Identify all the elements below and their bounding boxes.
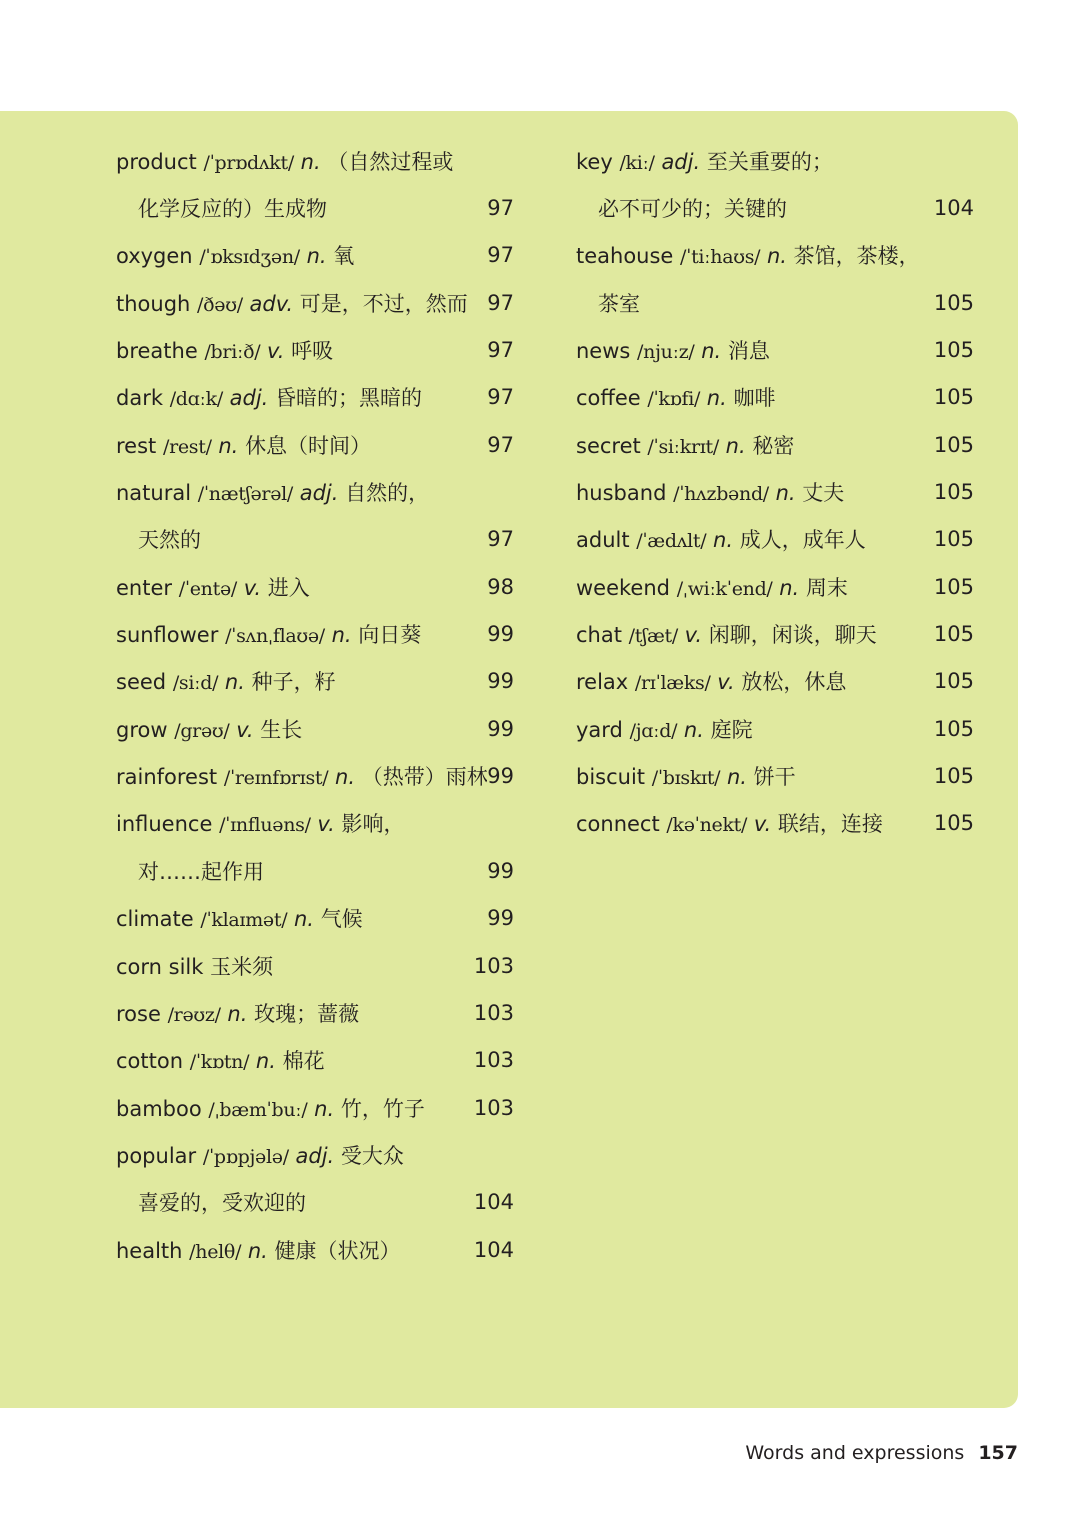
entry-pos: n. (683, 717, 704, 742)
vocab-entry (116, 752, 514, 799)
vocab-entry (116, 326, 514, 373)
vocab-entry (116, 658, 514, 705)
entry-pos: v. (753, 812, 772, 837)
vocab-entry (116, 1037, 514, 1084)
entry-page: 105 (933, 480, 974, 505)
entry-pos: adj. (661, 149, 701, 174)
vocab-entry (576, 421, 974, 468)
entry-word: secret (576, 433, 641, 458)
entry-text (116, 951, 273, 981)
vocab-entry (116, 279, 514, 326)
entry-page: 97 (487, 527, 514, 552)
entry-pos: adj. (229, 386, 269, 411)
entry-page: 97 (487, 196, 514, 221)
entry-def: 玉米须 (210, 954, 274, 979)
entry-page: 104 (933, 196, 974, 221)
entry-text (576, 477, 844, 507)
entry-page: 105 (933, 716, 974, 741)
entry-text (116, 619, 421, 649)
entry-ipa: /ˈbɪskɪt/ (651, 767, 721, 790)
entry-text (116, 998, 359, 1028)
entry-def: 周末 (805, 575, 848, 600)
entry-def: 可是，不过，然而 (299, 291, 468, 316)
vocab-entry (576, 752, 974, 799)
entry-word: influence (116, 812, 213, 837)
entry-text (116, 761, 487, 791)
entry-def: 影响， (341, 812, 405, 837)
entry-word: yard (576, 717, 623, 742)
entry-pos: adv. (249, 291, 294, 316)
entry-text (116, 1045, 325, 1075)
entry-word: husband (576, 481, 667, 506)
entry-text (576, 619, 877, 649)
entry-page: 105 (933, 338, 974, 363)
entry-page: 97 (487, 338, 514, 363)
entry-text (576, 572, 848, 602)
entry-pos: n. (701, 339, 722, 364)
entry-def: 茶馆，茶楼， (793, 244, 920, 269)
entry-word: relax (576, 670, 629, 695)
entry-page: 97 (487, 432, 514, 457)
entry-pos: n. (224, 670, 245, 695)
entry-pos: n. (227, 1001, 248, 1026)
entry-text (116, 572, 310, 602)
entry-word: rose (116, 1001, 161, 1026)
entry-def: 昏暗的；黑暗的 (275, 386, 423, 411)
entry-def: 茶室 (598, 291, 640, 316)
entry-def: 联结，连接 (777, 812, 883, 837)
vocab-entry (116, 895, 514, 942)
entry-def: 喜爱的，受欢迎的 (138, 1191, 306, 1216)
entry-word: health (116, 1238, 183, 1263)
entry-ipa: /njuːz/ (637, 341, 695, 364)
vocab-entry (116, 705, 514, 752)
entry-ipa: /ˌbæmˈbuː/ (208, 1098, 308, 1121)
entry-ipa: /ˈpɒpjələ/ (202, 1145, 289, 1168)
entry-ipa: /kəˈnekt/ (666, 814, 748, 837)
entry-def: 化学反应的）生成物 (138, 197, 327, 222)
vocab-entry (576, 610, 974, 657)
entry-ipa: /ˈnætʃərəl/ (197, 483, 294, 506)
entry-text (116, 430, 371, 460)
entry-ipa: /ˈhʌzbənd/ (673, 483, 769, 506)
entry-word: news (576, 339, 631, 364)
entry-word: coffee (576, 386, 641, 411)
entry-text (116, 335, 333, 365)
entry-text (576, 666, 846, 696)
entry-text (576, 808, 883, 838)
entry-page: 97 (487, 243, 514, 268)
entry-text (116, 288, 468, 318)
entry-page: 98 (487, 574, 514, 599)
entry-ipa: /grəʊ/ (174, 719, 230, 742)
page-number: 157 (978, 1442, 1018, 1464)
entry-word: climate (116, 907, 194, 932)
entry-text (116, 856, 264, 886)
entry-ipa: /briːð/ (204, 341, 261, 364)
vocab-entry (116, 1131, 514, 1178)
vocab-entry (116, 137, 514, 184)
entry-def: 受大众 (340, 1143, 404, 1168)
vocab-entry (116, 800, 514, 847)
entry-pos: n. (255, 1049, 276, 1074)
entry-page: 105 (933, 764, 974, 789)
entry-text (116, 382, 422, 412)
entry-page: 105 (933, 527, 974, 552)
entry-text (576, 335, 770, 365)
entry-text (576, 146, 833, 176)
entry-page: 105 (933, 385, 974, 410)
entry-def: 闲聊，闲谈，聊天 (708, 623, 877, 648)
vocab-entry (576, 516, 974, 563)
vocab-entry (116, 421, 514, 468)
entry-page: 97 (487, 290, 514, 315)
entry-ipa: /rɪˈlæks/ (634, 672, 711, 695)
entry-pos: n. (331, 623, 352, 648)
entry-text (116, 524, 201, 554)
entry-page: 104 (473, 1237, 514, 1262)
entry-text (116, 808, 404, 838)
vocab-entry (116, 468, 514, 515)
entry-def: 成人，成年人 (739, 528, 866, 553)
entry-text (576, 240, 920, 270)
vocab-entry (116, 563, 514, 610)
vocab-entry (576, 563, 974, 610)
entry-word: sunflower (116, 623, 219, 648)
entry-continuation (116, 847, 514, 894)
entry-pos: v. (717, 670, 735, 695)
entry-text (116, 477, 429, 507)
entry-text (116, 903, 363, 933)
entry-text (116, 1093, 425, 1123)
entry-word: rainforest (116, 765, 218, 790)
entry-ipa: /kiː/ (619, 151, 655, 174)
entry-ipa: /ˈentə/ (178, 577, 238, 600)
entry-ipa: /ˌwiːkˈend/ (676, 577, 773, 600)
entry-page: 105 (933, 574, 974, 599)
entry-pos: v. (317, 812, 335, 837)
vocab-entry (576, 468, 974, 515)
entry-def: 放松，休息 (741, 670, 847, 695)
entry-text (116, 1140, 404, 1170)
entry-text (116, 666, 336, 696)
entry-pos: n. (314, 1096, 335, 1121)
entry-page: 99 (487, 764, 514, 789)
entry-def: 咖啡 (733, 386, 776, 411)
entry-ipa: /ˈkɒfi/ (647, 388, 701, 411)
entry-def: 进入 (267, 575, 310, 600)
entry-text (576, 193, 787, 223)
entry-pos: v. (236, 717, 254, 742)
vocab-entry (116, 1226, 514, 1273)
entry-def: 饼干 (753, 765, 796, 790)
entry-page: 103 (473, 1000, 514, 1025)
entry-word: breathe (116, 339, 198, 364)
entry-pos: n. (706, 386, 727, 411)
vocab-entry (116, 610, 514, 657)
entry-ipa: /jɑːd/ (629, 719, 678, 742)
entry-page: 99 (487, 669, 514, 694)
entry-word: biscuit (576, 765, 646, 790)
vocab-entry (116, 989, 514, 1036)
entry-def: 天然的 (138, 528, 201, 553)
entry-word: dark (116, 386, 163, 411)
entry-def: （自然过程或 (327, 149, 454, 174)
entry-continuation (116, 1179, 514, 1226)
vocab-entry (576, 705, 974, 752)
entry-ipa: /ˈkɒtn/ (189, 1051, 250, 1074)
entry-text (116, 146, 453, 176)
entry-def: 必不可少的；关键的 (598, 197, 787, 222)
footer-title: Words and expressions (745, 1442, 965, 1464)
entry-word: seed (116, 670, 167, 695)
entry-def: 生长 (260, 717, 303, 742)
entry-pos: n. (335, 765, 356, 790)
entry-page: 103 (473, 1048, 514, 1073)
entry-pos: n. (247, 1238, 268, 1263)
entry-pos: n. (779, 575, 800, 600)
entry-pos: v. (267, 339, 285, 364)
entry-pos: n. (775, 481, 796, 506)
entry-word: key (576, 149, 613, 174)
entry-page: 97 (487, 385, 514, 410)
entry-ipa: /rest/ (162, 435, 212, 458)
vocab-entry (576, 658, 974, 705)
vocab-entry (116, 232, 514, 279)
entry-text (576, 382, 775, 412)
entry-def: 向日葵 (358, 623, 422, 648)
entry-word: chat (576, 623, 622, 648)
entry-def: 种子，籽 (251, 670, 336, 695)
entry-word: product (116, 149, 197, 174)
entry-ipa: /ˈklaɪmət/ (200, 909, 288, 932)
entry-def: 消息 (727, 339, 770, 364)
entry-ipa: /siːd/ (172, 672, 219, 695)
entry-text (576, 714, 753, 744)
entry-ipa: /dɑːk/ (169, 388, 223, 411)
entry-word: corn silk (116, 954, 204, 979)
entry-ipa: /ˈreɪnfɒrɪst/ (223, 767, 329, 790)
entry-page: 99 (487, 906, 514, 931)
entry-pos: v. (243, 575, 262, 600)
entry-def: （热带）雨林 (361, 765, 488, 790)
entry-text (116, 1235, 401, 1265)
entry-ipa: /ˈsiːkrɪt/ (647, 435, 719, 458)
entry-def: 自然的， (345, 481, 430, 506)
entry-text (576, 288, 640, 318)
entry-pos: n. (294, 907, 314, 932)
entry-word: popular (116, 1143, 197, 1168)
entry-page: 99 (487, 858, 514, 883)
entry-ipa: /ˈprɒdʌkt/ (203, 151, 294, 174)
entry-word: connect (576, 812, 660, 837)
vocab-entry (576, 326, 974, 373)
vocab-entry (576, 232, 974, 279)
entry-pos: n. (300, 149, 321, 174)
entry-ipa: /ˈædʌlt/ (636, 530, 707, 553)
entry-word: oxygen (116, 244, 193, 269)
entry-def: 休息（时间） (245, 433, 372, 458)
entry-word: cotton (116, 1049, 184, 1074)
entry-def: 至关重要的； (706, 149, 833, 174)
entry-ipa: /helθ/ (189, 1240, 242, 1263)
entry-ipa: /rəʊz/ (167, 1003, 221, 1026)
entry-continuation (116, 516, 514, 563)
entry-text (116, 240, 354, 270)
entry-def: 健康（状况） (274, 1238, 401, 1263)
right-column (576, 137, 974, 847)
entry-def: 秘密 (752, 433, 795, 458)
entry-text (576, 430, 794, 460)
entry-page: 105 (933, 811, 974, 836)
vocab-entry (116, 942, 514, 989)
entry-def: 庭院 (710, 717, 753, 742)
entry-continuation (576, 279, 974, 326)
entry-pos: n. (725, 433, 746, 458)
entry-text (116, 193, 327, 223)
entry-text (576, 761, 796, 791)
entry-text (116, 714, 302, 744)
entry-pos: n. (306, 244, 327, 269)
entry-word: grow (116, 717, 168, 742)
entry-pos: n. (766, 244, 787, 269)
entry-pos: n. (713, 528, 734, 553)
entry-word: teahouse (576, 244, 674, 269)
entry-ipa: /ðəʊ/ (197, 293, 243, 316)
entry-pos: v. (684, 623, 703, 648)
entry-page: 99 (487, 622, 514, 647)
entry-def: 玫瑰；蔷薇 (254, 1001, 360, 1026)
entry-text (576, 524, 866, 554)
entry-ipa: /ˈɪnfluəns/ (219, 814, 311, 837)
entry-word: enter (116, 575, 173, 600)
entry-pos: n. (726, 765, 747, 790)
entry-ipa: /ˈɒksɪdʒən/ (199, 246, 300, 269)
entry-def: 竹，竹子 (340, 1096, 425, 1121)
entry-pos: adj. (299, 481, 339, 506)
vocab-entry (116, 1084, 514, 1131)
entry-def: 棉花 (282, 1049, 325, 1074)
entry-ipa: /ˈsʌnˌflaʊə/ (225, 625, 325, 648)
entry-def: 呼吸 (291, 339, 334, 364)
entry-page: 103 (473, 1095, 514, 1120)
entry-pos: adj. (295, 1143, 335, 1168)
entry-word: adult (576, 528, 630, 553)
entry-page: 105 (933, 290, 974, 315)
left-column (116, 137, 514, 1273)
page-footer (745, 1442, 1018, 1464)
entry-page: 103 (473, 953, 514, 978)
entry-ipa: /ˈtiːhaʊs/ (680, 246, 761, 269)
entry-word: though (116, 291, 191, 316)
entry-continuation (576, 184, 974, 231)
entry-def: 气候 (320, 907, 363, 932)
entry-page: 105 (933, 669, 974, 694)
entry-def: 氧 (333, 244, 355, 269)
vocab-entry (576, 374, 974, 421)
entry-word: weekend (576, 575, 670, 600)
entry-word: natural (116, 481, 192, 506)
entry-word: bamboo (116, 1096, 202, 1121)
entry-page: 105 (933, 622, 974, 647)
vocab-entry (576, 800, 974, 847)
entry-pos: n. (218, 433, 239, 458)
vocab-entry (576, 137, 974, 184)
entry-continuation (116, 184, 514, 231)
entry-def: 对……起作用 (138, 859, 264, 884)
entry-page: 104 (473, 1190, 514, 1215)
entry-word: rest (116, 433, 157, 458)
vocab-entry (116, 374, 514, 421)
entry-def: 丈夫 (802, 481, 845, 506)
entry-text (116, 1187, 306, 1217)
entry-page: 99 (487, 716, 514, 741)
entry-page: 105 (933, 432, 974, 457)
entry-ipa: /tʃæt/ (628, 625, 678, 648)
